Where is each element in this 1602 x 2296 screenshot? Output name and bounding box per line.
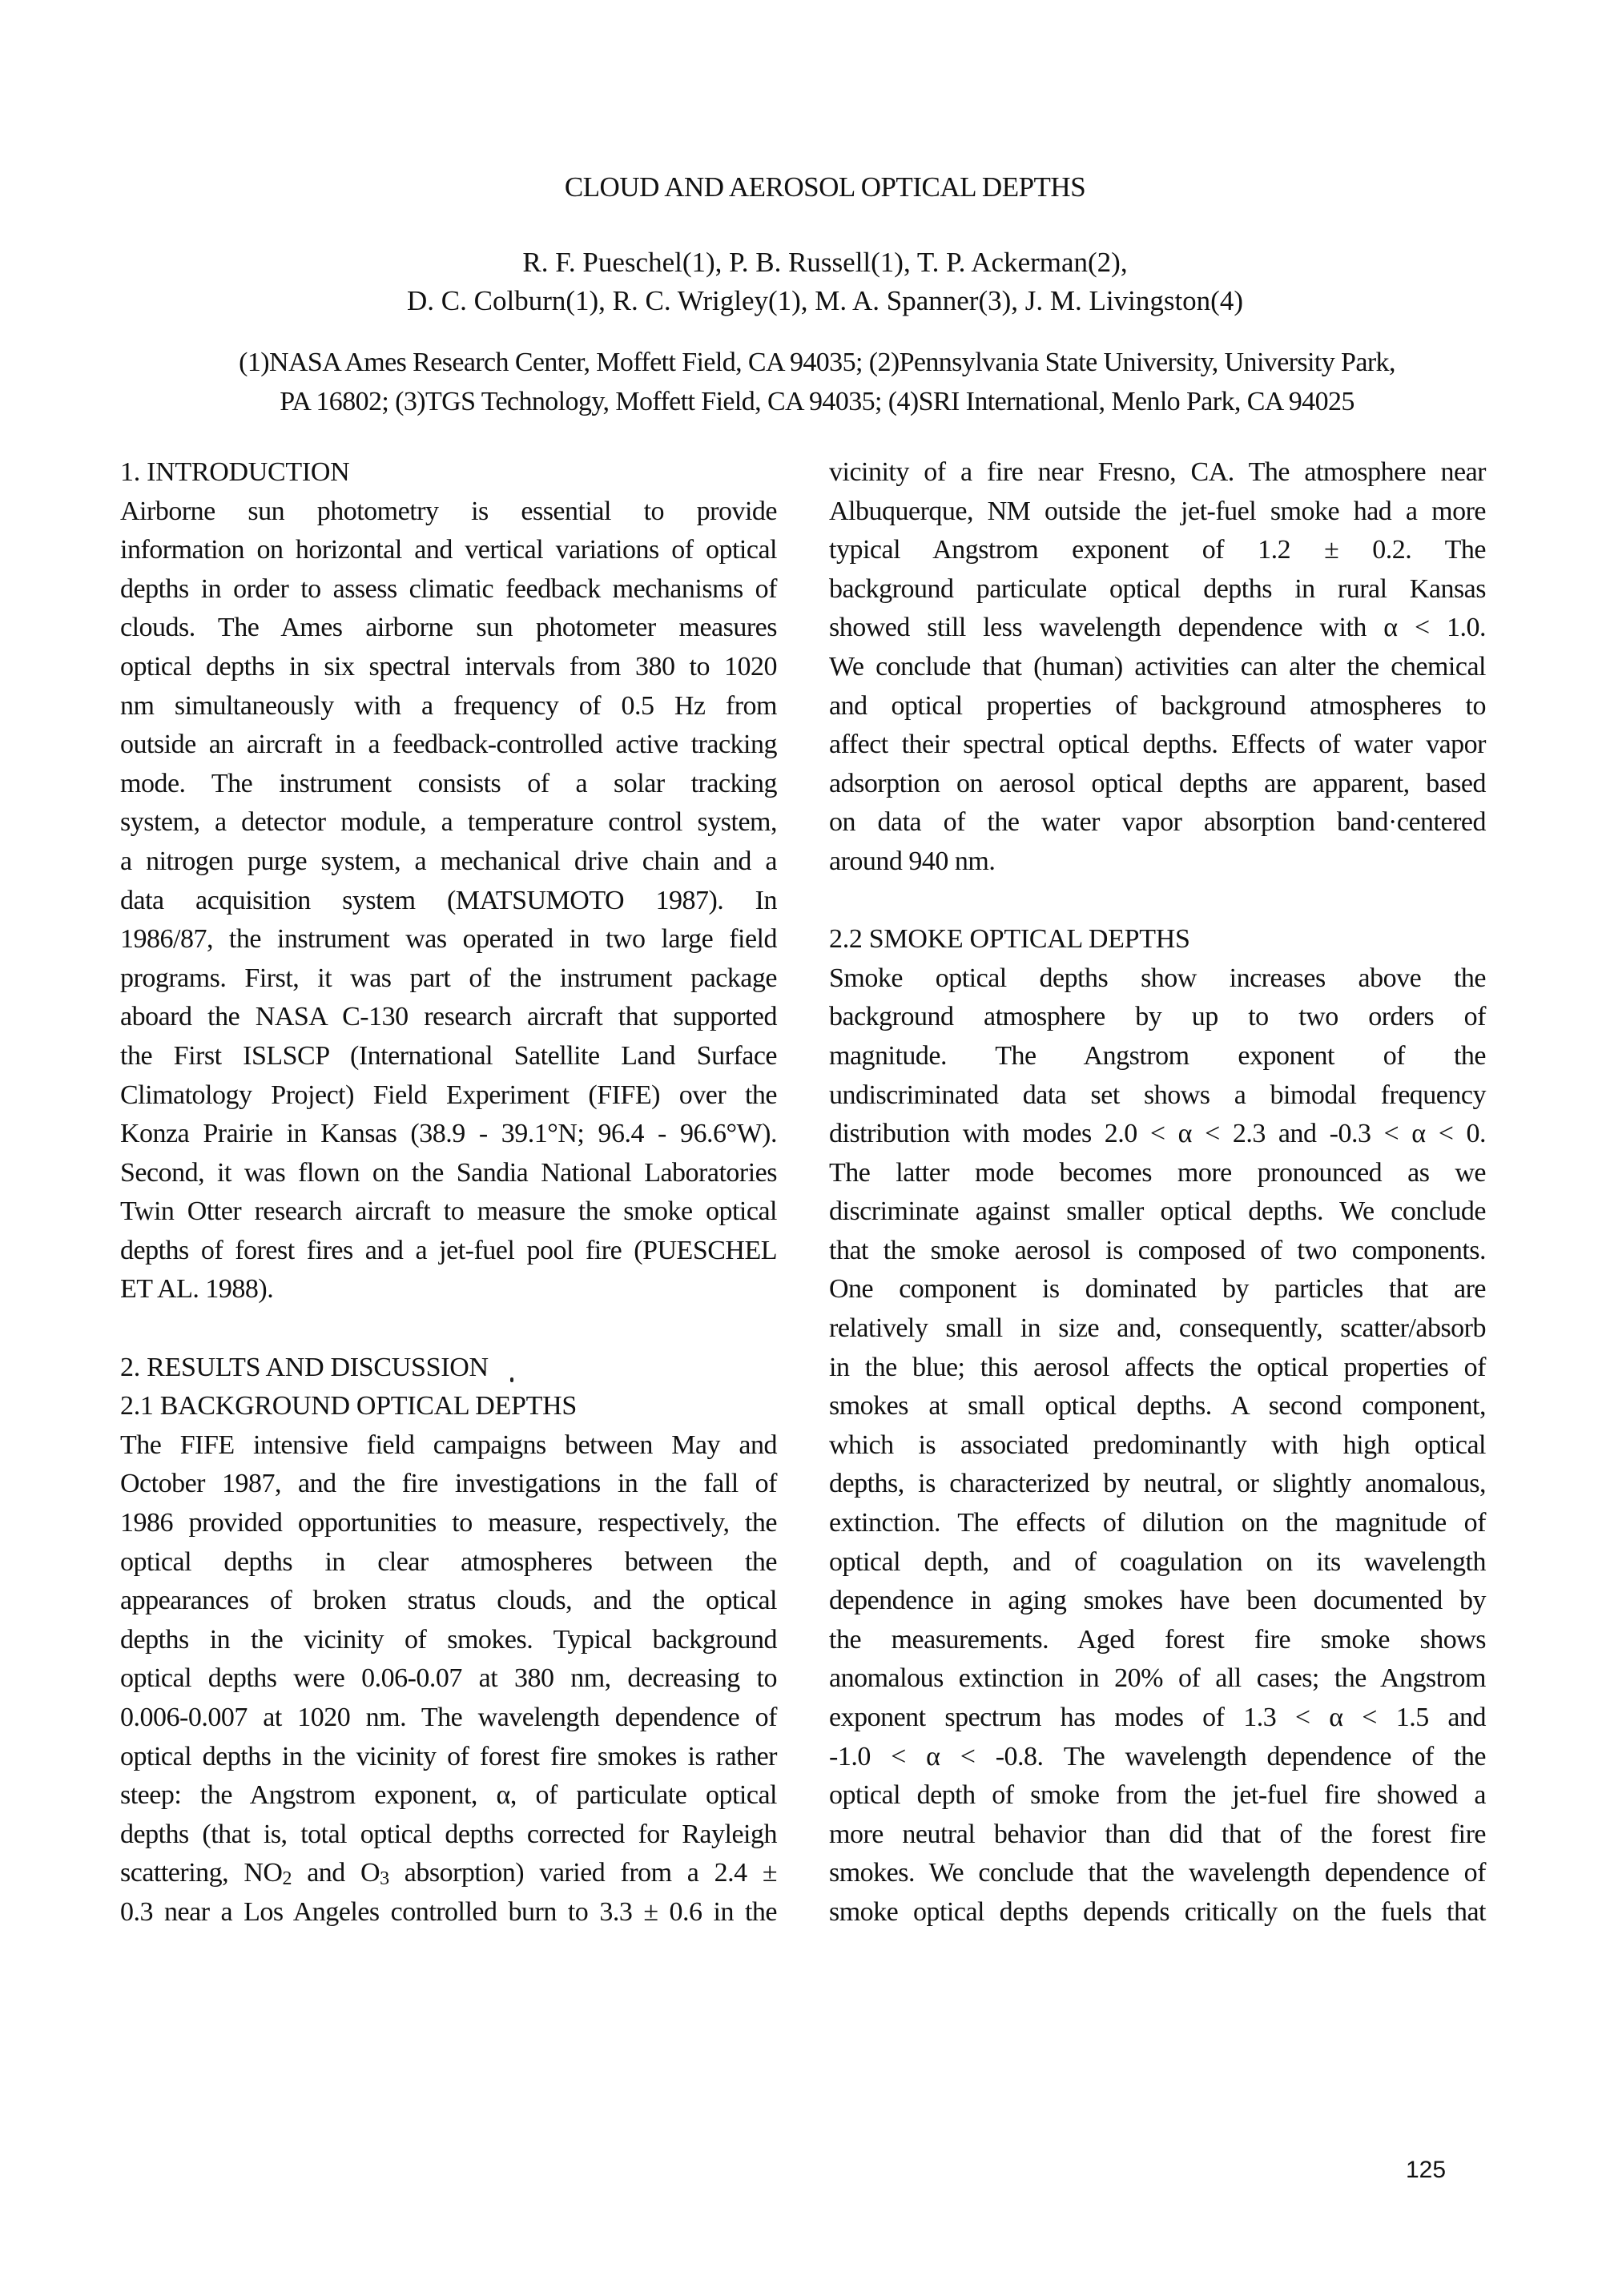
text-line: extinction. The effects of dilution on the magnitude of [829,1508,1486,1538]
text-line: We conclude that (human) activities can alter the chemical [829,651,1486,682]
text-line: 1986/87, the instrument was operated in two large field [120,924,777,955]
text-line: undiscriminated data set shows a bimodal frequency [829,1080,1486,1110]
author-list [0,243,1602,320]
smoke-paragraph [829,959,1486,1932]
text-line: 0.006-0.007 at 1020 nm. The wavelength dependence of [120,1703,777,1732]
text-line: typical Angstrom exponent of 1.2 ± 0.2. The [829,535,1486,565]
text-line: depths of forest fires and a jet-fuel pool fire (PUESCHEL [120,1235,777,1265]
page-number: 125 [1406,2157,1447,2183]
text-line: outside an aircraft in a feedback-controlled active tracking [120,730,777,760]
text-line: exponent spectrum has modes of 1.3 < α < 1.5 and [829,1703,1486,1732]
text-line: relatively small in size and, consequently, scatter/absorb [829,1313,1486,1344]
text-line: aboard the NASA C-130 research aircraft that supported [120,1002,777,1032]
text-line: depths (that is, total optical depths corrected for Rayleigh [120,1819,777,1849]
background-continuation-paragraph [829,453,1486,882]
text-line: which is associated predominantly with high optical [829,1429,1486,1460]
text-line: Twin Otter research aircraft to measure the smoke optical [120,1196,777,1227]
text-line: nm simultaneously with a frequency of 0.5 Hz from [120,690,777,721]
text-line: -1.0 < α < -0.8. The wavelength dependence of the [829,1741,1486,1771]
text-line: optical depth, and of coagulation on its wavelength [829,1546,1486,1577]
text-line: background particulate optical depths in rural Kansas [829,573,1486,604]
text-fragment: scattering, NO [120,1858,283,1888]
text-line: clouds. The Ames airborne sun photometer measures [120,613,777,643]
subscript: 2 [282,1868,292,1890]
text-line: distribution with modes 2.0 < α < 2.3 and -0.3 < α < 0. [829,1119,1486,1149]
text-fragment: absorption) varied from a 2.4 ± [388,1858,777,1888]
text-line: smoke optical depths depends critically on the fuels that [829,1896,1486,1927]
text-fragment: and O [291,1858,380,1888]
text-line: optical depths in six spectral intervals from 380 to 1020 [120,651,777,682]
paper-title: CLOUD AND AEROSOL OPTICAL DEPTHS [564,171,1086,203]
subscript: 3 [380,1868,389,1890]
text-line: steep: the Angstrom exponent, α, of particulate optical [120,1780,777,1811]
text-line: One component is dominated by particles that are [829,1274,1486,1305]
text-line: on data of the water vapor absorption band·centered [829,807,1486,838]
text-line: The latter mode becomes more pronounced as we [829,1157,1486,1188]
right-column [829,453,1486,1932]
text-line: a nitrogen purge system, a mechanical drive chain and a [120,846,777,876]
text-line: and optical properties of background atmospheres to [829,690,1486,721]
affiliations [120,343,1514,421]
text-line: optical depths were 0.06-0.07 at 380 nm, decreasing to [120,1663,777,1694]
text-line: anomalous extinction in 20% of all cases; the Angstrom [829,1663,1486,1694]
text-line: affect their spectral optical depths. Effects of water vapor [829,730,1486,760]
paragraph-gap [120,1309,777,1349]
section-heading-introduction: 1. INTRODUCTION [120,457,350,487]
subsection-heading-background: 2.1 BACKGROUND OPTICAL DEPTHS [120,1391,577,1421]
affiliation-line: PA 16802; (3)TGS Technology, Moffett Field, CA 94035; (4)SRI International, Menlo Park, CA 94025 [280,387,1354,416]
text-line: Second, it was flown on the Sandia National Laboratories [120,1157,777,1188]
text-line: smokes. We conclude that the wavelength dependence of [829,1858,1486,1888]
text-line: Climatology Project) Field Experiment (FIFE) over the [120,1080,777,1110]
text-line: mode. The instrument consists of a solar tracking [120,768,777,798]
text-line: Smoke optical depths show increases above the [829,963,1486,993]
text-line: 0.3 near a Los Angeles controlled burn to 3.3 ± 0.6 in the [120,1896,777,1927]
text-line: depths in the vicinity of smokes. Typical background [120,1624,777,1655]
text-line: optical depth of smoke from the jet-fuel fire showed a [829,1780,1486,1811]
text-line: in the blue; this aerosol affects the optical properties of [829,1352,1486,1382]
text-line: system, a detector module, a temperature control system, [120,807,777,838]
text-line: optical depths in clear atmospheres between the [120,1546,777,1577]
paragraph-gap [829,882,1486,921]
text-line: data acquisition system (MATSUMOTO 1987). In [120,885,777,915]
left-column [120,453,777,1932]
text-line: vicinity of a fire near Fresno, CA. The atmosphere near [829,457,1486,487]
text-line: optical depths in the vicinity of forest fire smokes is rather [120,1741,777,1771]
text-line: Konza Prairie in Kansas (38.9 - 39.1°N; 96.4 - 96.6°W). [120,1119,777,1149]
text-line: that the smoke aerosol is composed of two components. [829,1235,1486,1265]
author-line: D. C. Colburn(1), R. C. Wrigley(1), M. A. Spanner(3), J. M. Livingston(4) [407,285,1243,316]
text-line: ET AL. 1988). [120,1274,274,1305]
text-line: the First ISLSCP (International Satellite Land Surface [120,1040,777,1071]
text-line: smokes at small optical depths. A second component, [829,1391,1486,1421]
introduction-paragraph [120,493,777,1309]
text-line: depths in order to assess climatic feedback mechanisms of [120,573,777,604]
affiliation-line: (1)NASA Ames Research Center, Moffett Field, CA 94035; (2)Pennsylvania State University, University Park, [239,348,1395,377]
text-line: information on horizontal and vertical variations of optical [120,535,777,565]
text-line: October 1987, and the fire investigations in the fall of [120,1469,777,1499]
author-line: R. F. Pueschel(1), P. B. Russell(1), T. P. Ackerman(2), [522,247,1128,278]
text-line: depths, is characterized by neutral, or slightly anomalous, [829,1469,1486,1499]
background-paragraph [120,1426,777,1932]
text-line: Airborne sun photometry is essential to provide [120,496,777,526]
text-line: The FIFE intensive field campaigns between May and [120,1429,777,1460]
text-line: magnitude. The Angstrom exponent of the [829,1040,1486,1071]
text-line: showed still less wavelength dependence with α < 1.0. [829,613,1486,643]
text-line: adsorption on aerosol optical depths are apparent, based [829,768,1486,798]
text-line: appearances of broken stratus clouds, and the optical [120,1586,777,1616]
text-line: Albuquerque, NM outside the jet-fuel smoke had a more [829,496,1486,526]
scan-speck [510,1377,513,1382]
text-line: background atmosphere by up to two orders of [829,1002,1486,1032]
subsection-heading-smoke: 2.2 SMOKE OPTICAL DEPTHS [829,924,1190,955]
section-heading-results: 2. RESULTS AND DISCUSSION [120,1352,489,1382]
text-line: discriminate against smaller optical depths. We conclude [829,1196,1486,1227]
text-line: programs. First, it was part of the instrument package [120,963,777,993]
text-line: around 940 nm. [829,846,996,876]
text-line: 1986 provided opportunities to measure, respectively, the [120,1508,777,1538]
text-line-with-subscripts [120,1854,777,1893]
text-line: dependence in aging smokes have been documented by [829,1586,1486,1616]
text-line: the measurements. Aged forest fire smoke shows [829,1624,1486,1655]
text-line: more neutral behavior than did that of the forest fire [829,1819,1486,1849]
